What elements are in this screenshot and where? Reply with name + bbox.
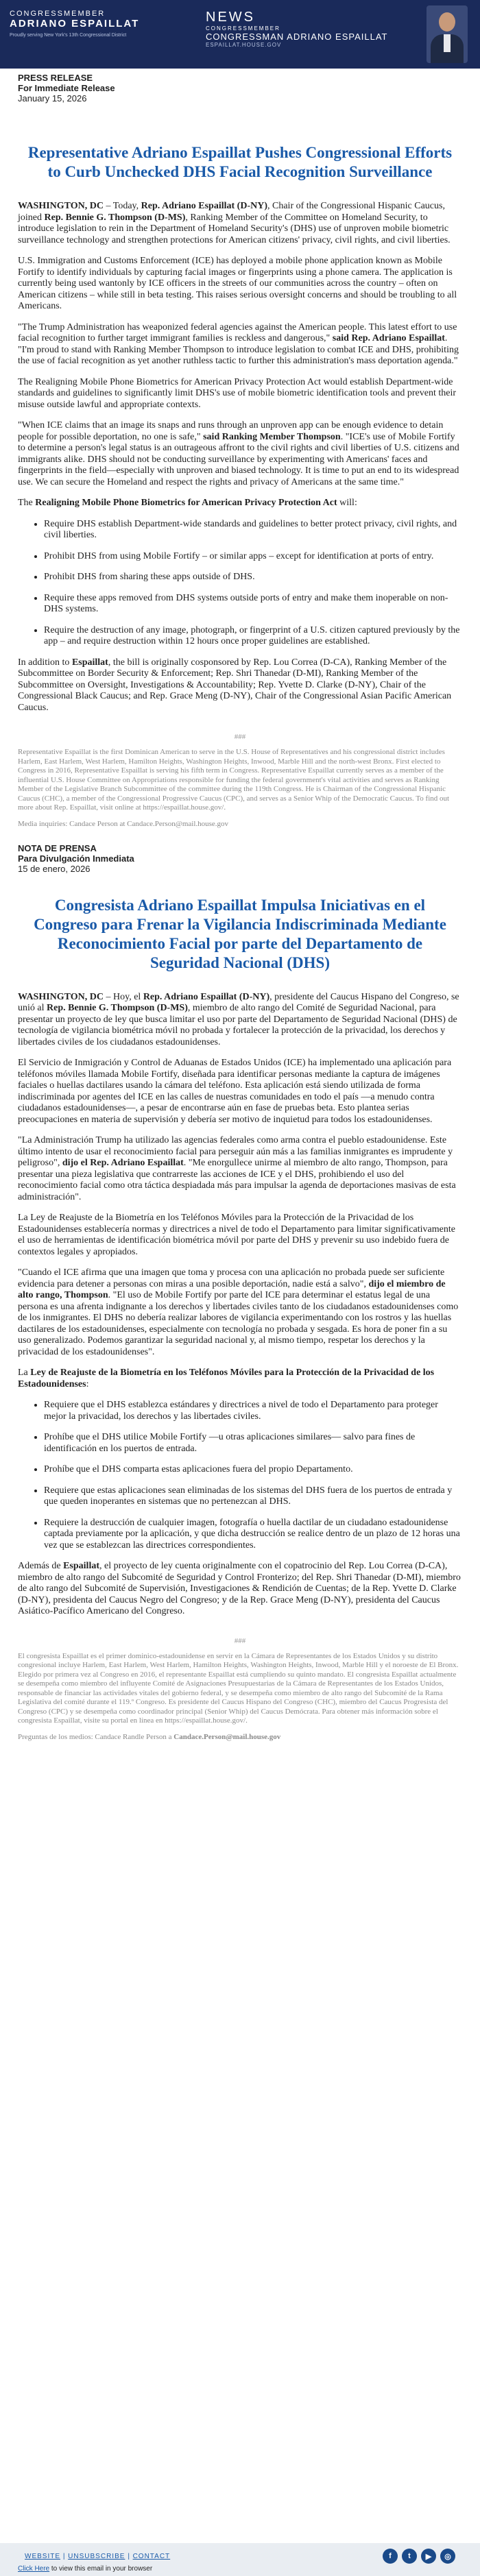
section-divider: ### [234,733,246,741]
release-label-es: NOTA DE PRENSA [18,842,97,853]
paragraph-3: "The Trump Administration has weaponized federal agencies against the American people. This latest effort to use facial recognition to further target immigrant families is reckless and dangerous," said Rep. Adriano Espaillat. "I'm proud to stand with Ranking Member Thompson to introduce legislation to combat ICE and DHS, prohibiting the use of facial recognition as yet another ruthless tactic to further this administration's mass deportation agenda." [18,321,459,366]
release-type-es: Para Divulgación Inmediata [18,853,134,864]
list-item: • Prohibit DHS from sharing these apps outside of DHS. [44,572,462,583]
release-header-es [18,843,462,874]
media-inquiries: Media inquiries: Candace Person at Candace.Person@mail.house.gov [18,819,229,828]
paragraph-3-es: "La Administración Trump ha utilizado las agencias federales como arma contra el pueblo estadounidense. Este último intento de usar el reconocimiento facial para perseguir aún más a las familias inmigrantes es imprudente y peligroso", dijo el Rep. Adriano Espaillat. "Me enorgullece unirme al miembro de alto rango, Thompson, para presentar una pieza legislativa que contrarreste las acciones de ICE y el DHS, prohibiendo el uso del reconocimiento facial como otra táctica despiadada más para impulsar la agenda de deportaciones masivas de esta administración". [18,1135,456,1202]
website-link[interactable]: WEBSITE [25,2553,61,2560]
portrait-image [427,5,468,63]
instagram-icon[interactable]: ◎ [440,2549,455,2564]
logo-congressmember: CONGRESSMEMBER [10,10,106,18]
logo-name: ADRIANO ESPAILLAT [10,18,140,29]
news-label: NEWS [206,10,255,25]
spanish-section [0,843,480,1741]
bio-text: Representative Espaillat is the first Dominican American to serve in the U.S. House of Representatives and his congressional district includes Harlem, East Harlem, West Harlem, Hamilton Heights, Washington Heights, Inwood, Marble Hill and the north-west Bronx. First elected to Congress in 2016, Representative Espaillat is serving his fifth term in Congress. Representative Espaillat currently serves as a member of the influential U.S. House Committee on Appropriations responsible for funding the federal government's vital activities and serves as Ranking Member of the Legislative Branch Subcommittee of the committee during the 119th Congress. He is Chairman of the Congressional Hispanic Caucus (CHC), a member of the Congressional Progressive Caucus (CPC), and serves as a Senior Whip of the Democratic Caucus. To find out more about Rep. Espaillat, visit online at https://espaillat.house.gov/. [18,748,450,812]
twitter-icon[interactable]: t [402,2549,417,2564]
paragraph-6-es: La Ley de Reajuste de la Biometría en los Teléfonos Móviles para la Protección de la Privacidad de los Estadounidenses: [18,1368,435,1389]
release-date: January 15, 2026 [18,93,87,104]
paragraph-5-es: "Cuando el ICE afirma que una imagen que toma y procesa con una aplicación no probada puede ser suficiente evidencia para detener a personas con miras a una posible deportación, nadie está a salvo", dijo el miembro de alto rango, Thompson. "El uso de Mobile Fortify por parte del ICE para determinar el estatus legal de una persona es una afrenta indignante a los derechos y libertades civiles tanto de los ciudadanos estadounidenses como de los inmigrantes. El DHS no debería realizar labores de vigilancia experimentando con los rostros y las huellas dactilares de los estadounidenses, especialmente con tecnología no probada y sesgada. Es hora de poner fin a su uso generalizado. Podemos garantizar la seguridad nacional y, al mismo tiempo, respetar los derechos y la privacidad de los estadounidenses". [18,1267,459,1357]
news-site: ESPAILLAT.HOUSE.GOV [206,42,282,48]
bill-provisions-list-es [18,1400,462,1551]
view-in-browser-link[interactable]: Click Here [18,2565,50,2573]
english-section [0,73,480,828]
list-item: • Prohíbe que el DHS utilice Mobile Fortify —u otras aplicaciones similares— salvo para fines de identificación en los puertos de entrada. [44,1432,462,1455]
release-date-es: 15 de enero, 2026 [18,863,91,874]
list-item: • Require these apps removed from DHS systems outside ports of entry and make them inoperable on non-DHS systems. [44,593,462,616]
paragraph-5: "When ICE claims that an image its snaps and runs through an unproven app can be enough evidence to detain people for possible deportation, no one is safe," said Ranking Member Thompson. "ICE's use of Mobile Fortify to determine a person's legal status is an outrageous affront to the civil rights and civil liberties of U.S. citizens and immigrants alike. DHS should not be conducting surveillance by experimenting with Americans' faces and fingerprints in the field—especially with unproven and biased technology. It is time to put an end to its widespread use. We can secure the Homeland and respect the rights and privacy of Americans at the same time." [18,420,459,487]
contact-link[interactable]: CONTACT [132,2553,171,2560]
youtube-icon[interactable]: ▶ [421,2549,436,2564]
list-item: • Require the destruction of any image, photograph, or fingerprint of a U.S. citizen captured previously by the app – and require destruction within 12 hours once proper guidelines are established. [44,625,462,648]
release-header [18,73,462,104]
list-item: • Requiere la destrucción de cualquier imagen, fotografía o huella dactilar de un ciudadano estadounidense captada previamente por la aplicación, y que dicha destrucción se realice dentro de un plazo de 12 horas una vez que se establezcan las directrices correspondientes. [44,1518,462,1552]
congress-logo [10,10,139,38]
release-type: For Immediate Release [18,83,115,93]
logo-tagline: Proudly serving New York's 13th Congressional District [10,33,127,38]
list-item: • Prohibit DHS from using Mobile Fortify – or similar apps – except for identification at ports of entry. [44,551,462,563]
list-item: • Requiere que el DHS establezca estándares y directrices a nivel de todo el Departamento para proteger mejor la privacidad, los derechos y las libertades civiles. [44,1400,462,1422]
paragraph-1: WASHINGTON, DC – Today, Rep. Adriano Espaillat (D-NY), Chair of the Congressional Hispanic Caucus, joined Rep. Bennie G. Thompson (D-MS), Ranking Member of the Committee on Homeland Security, to introduce legislation to rein in the Department of Homeland Security's (DHS) use of unproven mobile biometric surveillance technology and strengthen protections for American citizens' privacy, civil rights, and civil liberties. [18,201,451,245]
unsubscribe-link[interactable]: UNSUBSCRIBE [68,2553,125,2560]
social-links [383,2549,455,2564]
list-item: • Requiere que estas aplicaciones sean eliminadas de los sistemas del DHS fuera de los puertos de entrada y que queden inoperantes en sistemas que no pertenezcan al DHS. [44,1485,462,1508]
paragraph-7: In addition to Espaillat, the bill is originally cosponsored by Rep. Lou Correa (D-CA), Ranking Member of the Subcommittee on Border Security & Enforcement; Rep. Shri Thanedar (D-MI), Ranking Member of the Subcommittee on Oversight, Investigations & Accountability; Rep. Yvette D. Clarke (D-NY), Chair of the Congressional Black Caucus; and Rep. Grace Meng (D-NY), Chair of the Congressional Asian Pacific American Caucus. [18,657,452,713]
paragraph-1-es: WASHINGTON, DC – Hoy, el Rep. Adriano Espaillat (D-NY), presidente del Caucus Hispano del Congreso, se unió al Rep. Bennie G. Thompson (D-MS), miembro de alto rango del Comité de Seguridad Nacional, para presentar un proyecto de ley que busca limitar el uso por parte del Departamento de Seguridad Nacional (DHS) de tecnología de vigilancia biométrica móvil no probada y fortalecer la protección de la privacidad, los derechos y libertades civiles de los ciudadanos estadounidenses. [18,991,459,1047]
header-banner [0,0,480,69]
news-subtitle: CONGRESSMEMBER [206,25,280,32]
headline-es: Congresista Adriano Espaillat Impulsa Iniciativas en el Congreso para Frenar la Vigilancia Indiscriminada Mediante Reconocimiento Facial por parte del Departamento de Seguridad Nacional (DHS) [34,896,446,971]
list-item: • Prohíbe que el DHS comparta estas aplicaciones fuera del propio Departamento. [44,1464,462,1476]
paragraph-2: U.S. Immigration and Customs Enforcement (ICE) has deployed a mobile phone application known as Mobile Fortify to identify individuals by capturing facial images or fingerprints using a phone camera. The application is currently being used wantonly by ICE officers in the streets of our communities across the country – often on American citizens – while still in beta testing. This raises serious oversight concerns and should be troubling to all Americans. [18,256,457,311]
bill-provisions-list [18,519,462,648]
footer-links: WEBSITE | UNSUBSCRIBE | CONTACT [25,2553,171,2560]
paragraph-6: The Realigning Mobile Phone Biometrics for American Privacy Protection Act will: [18,498,357,508]
release-label: PRESS RELEASE [18,73,93,83]
facebook-icon[interactable]: f [383,2549,398,2564]
paragraph-4: The Realigning Mobile Phone Biometrics for American Privacy Protection Act would establish Department-wide standards and guidelines to significantly limit DHS's use of mobile biometric identification tools and prevent their misuse outside lawful and appropriate contexts. [18,376,457,410]
list-item: • Require DHS establish Department-wide standards and guidelines to better protect privacy, civil rights, and civil liberties. [44,519,462,542]
media-inquiries-es: Preguntas de los medios: Candace Randle Person a Candace.Person@mail.house.gov [18,1732,281,1741]
banner-news-block [206,10,387,48]
headline: Representative Adriano Espaillat Pushes Congressional Efforts to Curb Unchecked DHS Facial Recognition Surveillance [27,144,453,180]
section-divider-es: ### [234,1636,246,1645]
bio-text-es: El congresista Espaillat es el primer dominico-estadounidense en servir en la Cámara de Representantes de los Estados Unidos y su distrito congresional incluye Harlem, East Harlem, West Harlem, Hamilton Heights, Washington Heights, Inwood, Marble Hill y el noroeste de El Bronx. Elegido por primera vez al Congreso en 2016, el representante Espaillat está cumpliendo su quinto mandato. El congresista Espaillat actualmente se desempeña como miembro del influyente Comité de Asignaciones Presupuestarias de la Cámara de Representantes de los Estados Unidos, responsable de financiar las actividades vitales del gobierno federal, y se desempeña como miembro de alto rango del Subcomité de la Rama Legislativa del comité durante el 119.º Congreso. Es presidente del Caucus Hispano del Congreso (CHC), miembro del Caucus Progresista del Congreso (CPC) y se desempeña como coordinador principal (Senior Whip) del Caucus Demócrata. Para obtener más información sobre el congresista Espaillat, visite su portal en línea en https://espaillat.house.gov/. [18,1651,459,1725]
paragraph-7-es: Además de Espaillat, el proyecto de ley cuenta originalmente con el copatrocinio del Rep. Lou Correa (D-CA), miembro de alto rango del Subcomité de Seguridad y Control Fronterizo; del Rep. Shri Thanedar (D-MI), miembro de alto rango del Subcomité de Supervisión, Investigaciones & Rendición de Cuentas; de la Rep. Yvette D. Clarke (D-NY), presidenta del Caucus Negro del Congreso; y de la Rep. Grace Meng (D-NY), presidenta del Caucus Asiático-Pacífico Americano del Congreso. [18,1561,461,1616]
paragraph-4-es: La Ley de Reajuste de la Biometría en los Teléfonos Móviles para la Protección de la Privacidad de los Estadounidenses establecería normas y directrices a nivel de todo el Departamento para limitar significativamente el uso de herramientas de identificación biométrica móvil por parte del DHS y prevenir su uso indebido fuera de contextos legales y apropiados. [18,1213,455,1257]
view-in-browser: Click Here to view this email in your browser [18,2565,153,2573]
news-rep-name: CONGRESSMAN ADRIANO ESPAILLAT [206,32,388,42]
paragraph-2-es: El Servicio de Inmigración y Control de Aduanas de Estados Unidos (ICE) ha implementado una aplicación para teléfonos móviles llamada Mobile Fortify, diseñada para identificar personas mediante la captura de imágenes faciales o huellas dactilares usando la cámara del teléfono. Esta aplicación está siendo utilizada de forma indiscriminada por agentes del ICE en las calles de nuestras comunidades en todo el país —a menudo contra ciudadanos estadounidenses—, a pesar de encontrarse aún en fase de pruebas beta. Esto plantea serias preocupaciones en materia de supervisión y debería ser motivo de inquietud para todos los estadounidenses. [18,1058,452,1125]
